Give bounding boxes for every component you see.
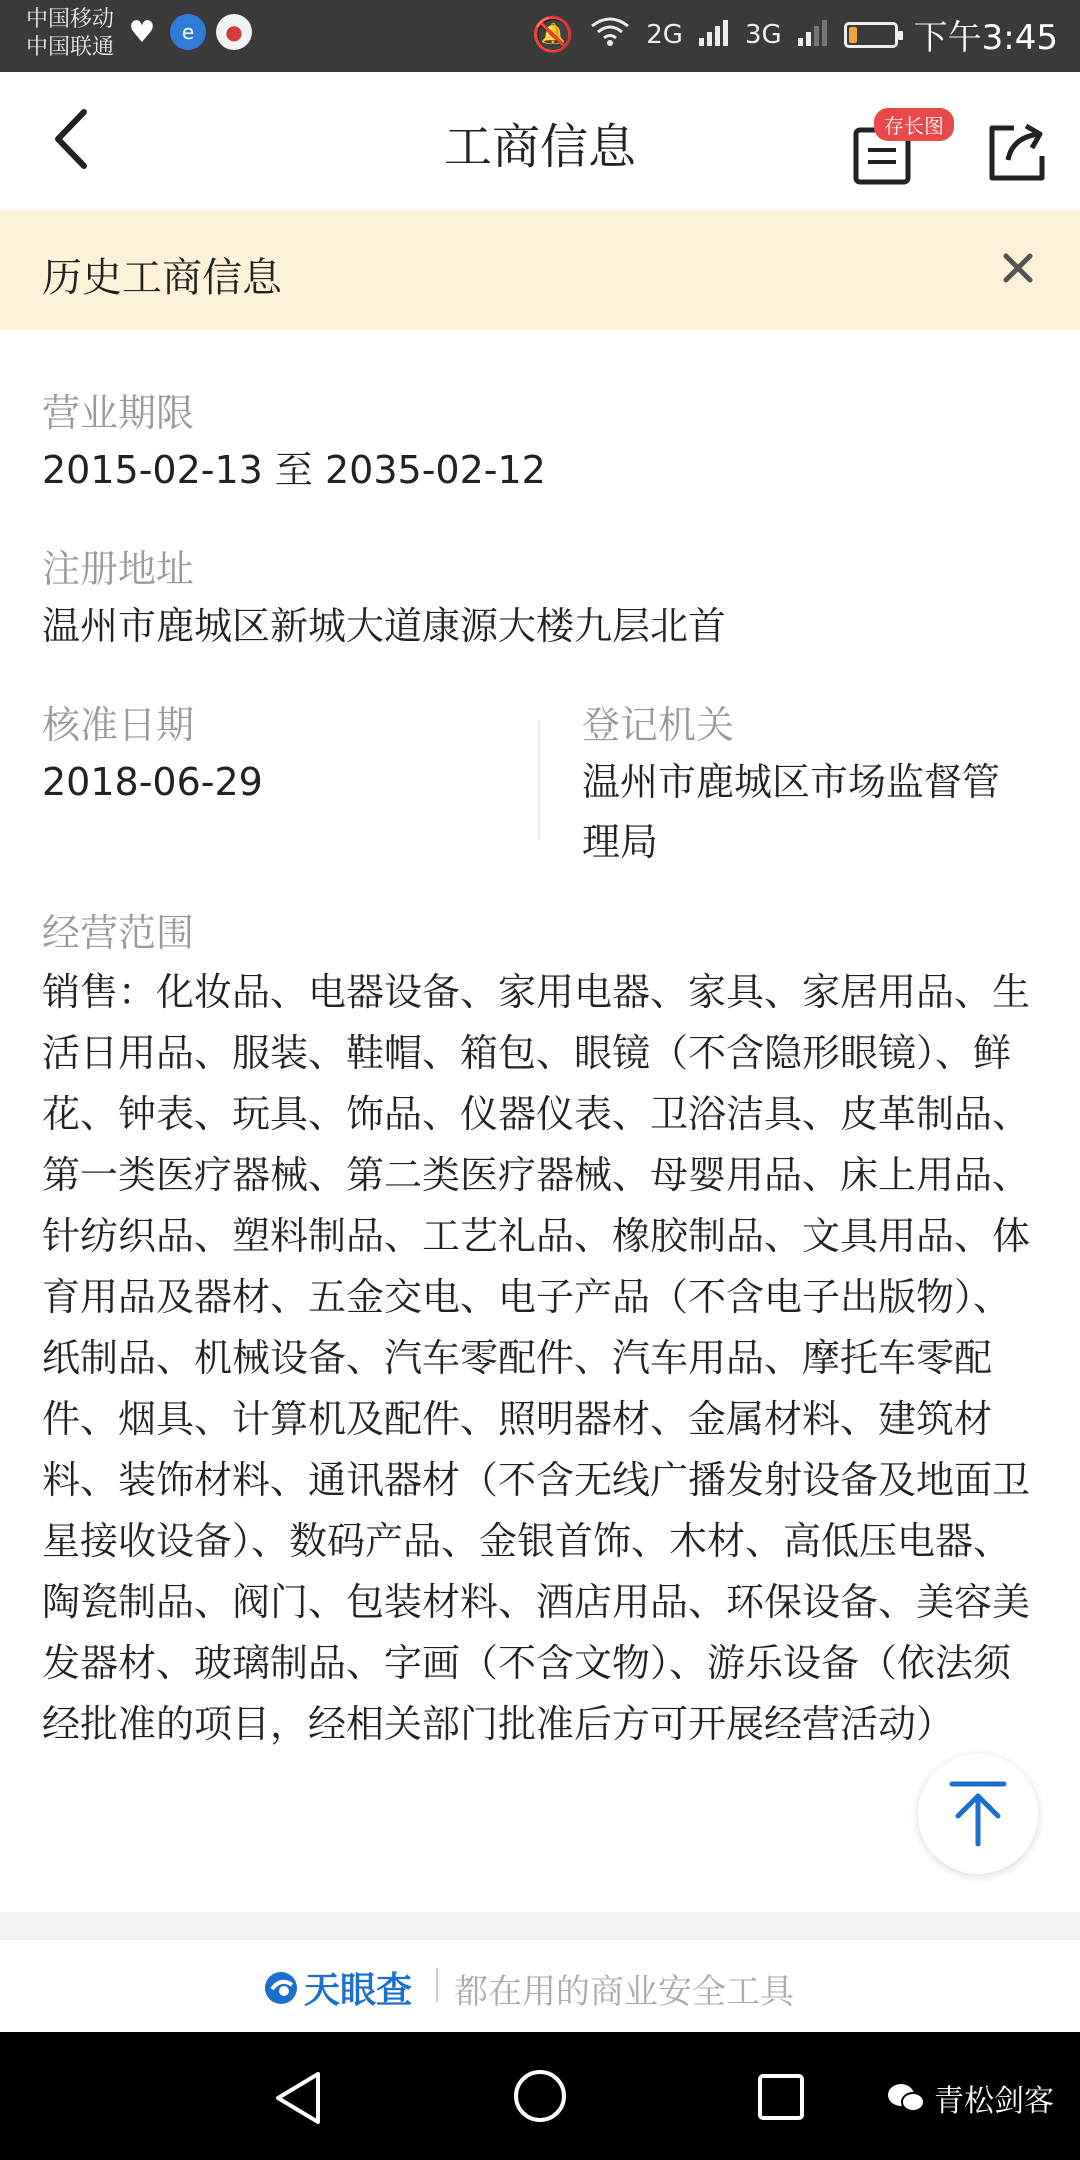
tianyancha-logo-icon [262,1969,300,2007]
approval-date-value: 2018-06-29 [42,760,263,804]
carrier-2: 中国联通 [26,35,115,60]
scope-label: 经营范围 [42,911,195,955]
brand-divider [436,1968,438,2002]
watermark-text: 青松剑客 [934,2084,1054,2119]
network-3g-label: 3G [744,19,782,50]
back-to-top-button[interactable] [918,1754,1038,1874]
title-bar [0,72,1080,211]
carrier-1: 中国移动 [26,7,115,32]
mute-icon: 🔕 [531,14,575,55]
footer [0,1940,1080,2032]
wechat-icon [886,2081,926,2115]
column-divider [538,720,540,840]
app-notification-icon: ● [216,14,252,50]
share-icon[interactable] [984,118,1050,184]
watermark [886,2076,1054,2120]
approval-date-label: 核准日期 [42,703,195,747]
scope-value: 销售：化妆品、电器设备、家用电器、家具、家居用品、生活日用品、服装、鞋帽、箱包、眼镜（不含隐形眼镜）、鲜花、钟表、玩具、饰品、仪器仪表、卫浴洁具、皮革制品、第一类医疗器械、第二类医疗器械、母婴用品、床上用品、针纺织品、塑料制品、工艺礼品、橡胶制品、文具用品、体育用品及器材、五金交电、电子产品（不含电子出版物）、纸制品、机械设备、汽车零配件、汽车用品、摩托车零配件、烟具、计算机及配件、照明器材、金属材料、建筑材料、装饰材料、通讯器材（不含无线广播发射设备及地面卫星接收设备）、数码产品、金银首饰、木材、高低压电器、陶瓷制品、阀门、包装材料、酒店用品、环保设备、美容美发器材、玻璃制品、字画（不含文物）、游乐设备（依法须经批准的项目，经相关部门批准后方可开展经营活动） [42,970,1031,1746]
brand-slogan: 都在用的商业安全工具 [454,1972,794,2012]
brand [262,1962,412,2013]
authority-label: 登记机关 [582,703,735,747]
status-indicators [532,10,1058,59]
business-term-label: 营业期限 [42,391,195,435]
nav-home-icon[interactable] [510,2066,570,2126]
long-screenshot-badge[interactable]: 存长图 [874,108,954,141]
address-value: 温州市鹿城区新城大道康源大楼九层北首 [42,604,727,648]
nav-back-icon[interactable] [270,2068,326,2128]
close-icon[interactable] [988,238,1048,298]
brand-name: 天眼查 [304,1970,413,2011]
browser-icon: e [170,14,206,50]
history-info-banner[interactable] [0,210,1080,330]
carrier-info [26,6,114,62]
address-label: 注册地址 [42,547,195,591]
arrow-up-icon [948,1780,1008,1848]
health-icon: ♥ [128,14,156,50]
battery-level [849,27,858,43]
network-2g-label: 2G [646,19,683,50]
clock: 下午3:45 [913,18,1058,58]
wifi-icon [590,15,630,55]
business-term-value: 2015-02-13 至 2035-02-12 [42,448,546,492]
notification-icons [124,14,252,50]
banner-text: 历史工商信息 [42,255,282,301]
authority-value: 温州市鹿城区市场监督管理局 [582,760,1001,864]
signal-icon-2 [798,15,828,55]
navigation-bar [0,2032,1080,2160]
page-title: 工商信息 [443,119,636,175]
footer-separator [0,1912,1080,1940]
battery-icon [844,22,898,48]
status-bar [0,0,1080,72]
signal-icon [699,15,729,55]
nav-recent-apps-icon[interactable] [756,2072,806,2122]
